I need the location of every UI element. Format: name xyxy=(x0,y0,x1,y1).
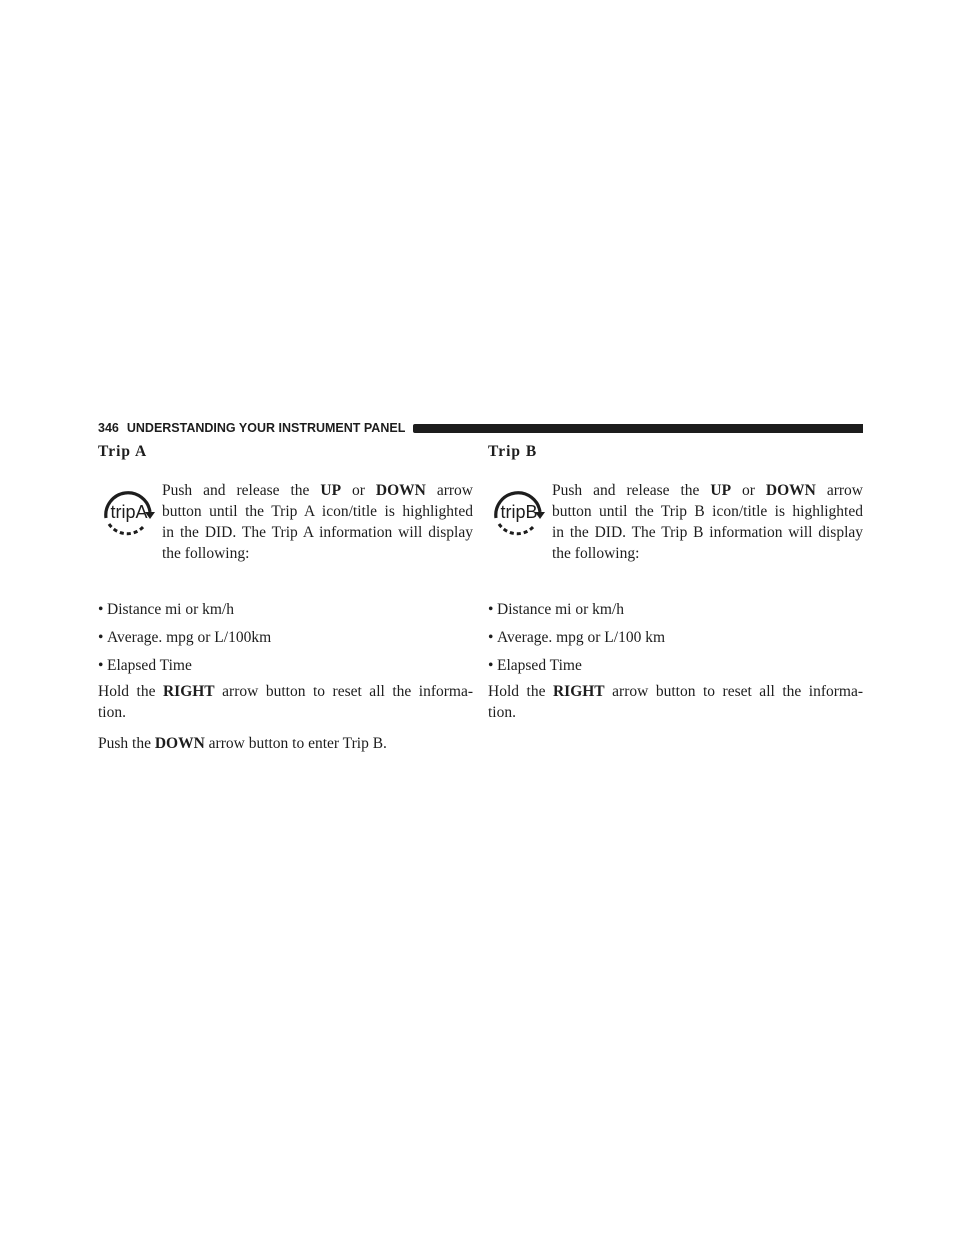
list-item: • Average. mpg or L/100km xyxy=(98,629,272,646)
trip-b-icon xyxy=(488,484,548,536)
right-key: RIGHT xyxy=(162,683,215,700)
trip-a-icon xyxy=(98,484,158,536)
list-item: • Elapsed Time xyxy=(98,657,192,674)
trip-a-bullet-list xyxy=(98,596,473,680)
trip-a-icon-label: tripA xyxy=(110,502,148,522)
header-rule xyxy=(413,424,863,433)
trip-b-intro xyxy=(488,484,863,596)
down-key: DOWN xyxy=(154,735,205,752)
page-number: 346 xyxy=(98,421,119,435)
trip-a-section xyxy=(98,442,473,754)
header-title: UNDERSTANDING YOUR INSTRUMENT PANEL xyxy=(126,421,406,435)
trip-a-reset-instruction: Hold the RIGHT arrow button to reset all the informa- tion. xyxy=(98,683,473,721)
page-header xyxy=(98,418,863,438)
list-item: • Elapsed Time xyxy=(488,657,582,674)
trip-b-bullet-list xyxy=(488,596,863,680)
down-key: DOWN xyxy=(765,482,816,499)
down-key: DOWN xyxy=(375,482,426,499)
trip-b-heading: Trip B xyxy=(488,443,538,460)
trip-a-next-instruction: Push the DOWN arrow button to enter Trip B. xyxy=(98,735,387,752)
trip-b-icon-label: tripB xyxy=(500,502,538,522)
trip-a-intro xyxy=(98,484,473,596)
up-key: UP xyxy=(710,482,732,499)
trip-b-reset-instruction: Hold the RIGHT arrow button to reset all the informa- tion. xyxy=(488,683,863,721)
list-item: • Distance mi or km/h xyxy=(488,601,624,618)
trip-a-intro-text: Push and release the UP or DOWN arrow button until the Trip A icon/title is highlighted in the DID. The Trip A information will display the following: xyxy=(162,482,473,562)
trip-a-heading: Trip A xyxy=(98,443,148,460)
list-item: • Distance mi or km/h xyxy=(98,601,234,618)
trip-b-section xyxy=(488,442,863,723)
right-key: RIGHT xyxy=(552,683,605,700)
up-key: UP xyxy=(320,482,342,499)
trip-b-intro-text: Push and release the UP or DOWN arrow button until the Trip B icon/title is highlighted in the DID. The Trip B information will display the following: xyxy=(552,482,863,562)
list-item: • Average. mpg or L/100 km xyxy=(488,629,666,646)
